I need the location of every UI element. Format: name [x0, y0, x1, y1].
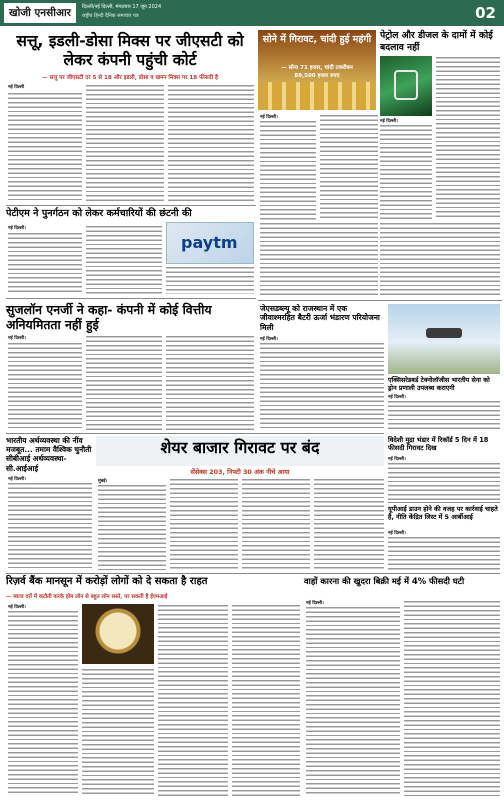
gold-banner [258, 30, 376, 110]
forex-byline: नई दिल्ली। [388, 457, 406, 462]
cars-headline: वाहों कारना की खुदरा बिक्री मई में 4% फीसदी घटी [304, 576, 465, 586]
gst-headline: सत्तू, इडली-डोसा मिक्स पर जीएसटी को लेकर कंपनी पहुंची कोर्ट [16, 32, 244, 69]
gold-body-col3 [260, 222, 378, 298]
paytm-byline: नई दिल्ली। [8, 226, 26, 231]
jsw-body [260, 342, 384, 430]
jsw-headline: जेएसडब्ल्यू को राजस्थान में एक जीवाश्मरहित बैटरी ऊर्जा भंडारण परियोजना मिली [260, 304, 380, 332]
paytm-logo: paytm [181, 233, 238, 252]
paytm-body-col3 [166, 266, 254, 294]
forex-headline: विदेशी मुद्रा भंडार में रिकॉर्ड 5 दिन में 18 फीसदी गिरावट दिख [388, 436, 489, 453]
economy-body [8, 482, 92, 570]
gold-byline: नई दिल्ली। [260, 115, 278, 120]
market-body-col2 [170, 478, 238, 570]
economy-byline: नई दिल्ली। [8, 477, 26, 482]
jsw-byline: नई दिल्ली। [260, 337, 278, 342]
drone-icon [426, 328, 462, 338]
suzlon-body-col2 [86, 335, 162, 430]
divider [6, 433, 384, 434]
petrol-body-col1 [380, 124, 432, 220]
drone-body [388, 400, 500, 430]
market-body-col3 [242, 478, 310, 570]
drone-byline: नई दिल्ली। [388, 395, 406, 400]
market-banner [96, 436, 384, 466]
rbi-byline: नई दिल्ली। [8, 605, 26, 610]
economy-headline: भारतीय अर्थव्यवस्था की नींव मजबूत... तमाम वैश्विक चुनौती सीबीआई अर्थव्यवस्था- सी.आईआई [6, 436, 92, 473]
masthead-dateline: दिल्ली/नई दिल्ली, मंगलवार 17 जून 2024 [82, 4, 162, 10]
upi-headline: यूपीआई डाउन होने की वजह पर कार्रवाई चाहते हैं, नीति केंद्रित लिस्ट में 5 आर्बीआई [388, 505, 498, 521]
petrol-image [380, 56, 432, 116]
gst-body-col3 [168, 84, 254, 202]
divider [6, 298, 256, 299]
gold-deck-line1: — सोना 71 हजार, चांदी तकरीबन [281, 65, 353, 71]
rbi-body-col2 [82, 668, 154, 796]
gold-body-col1 [260, 120, 316, 220]
masthead [0, 0, 504, 26]
market-byline: मुंबई। [98, 479, 108, 484]
rbi-headline: रिज़र्व बैंक मानसून में करोड़ों लोगों को दे सकता है राहत [6, 576, 208, 587]
suzlon-body-col1 [8, 342, 82, 430]
market-deck: सेंसेक्स 203, निफ्टी 30 अंक नीचे आया [190, 468, 290, 476]
market-headline: शेयर बाजार गिरावट पर बंद [160, 438, 320, 457]
masthead-logo: खोजी एनसीआर [4, 3, 76, 23]
petrol-body-col2 [436, 56, 500, 220]
paytm-body-col2 [86, 225, 162, 294]
drone-image [388, 304, 500, 374]
gst-byline: नई दिल्ली [8, 85, 25, 90]
divider [258, 300, 502, 301]
market-body-col1 [98, 484, 166, 570]
gold-deck-line2: 89,500 हजार रुपए [294, 73, 340, 79]
rbi-deck: — ब्याज दरों में कटौती करके होम लोन से बहुत लोन सस्ते, पर सकती है ईएमआई [6, 594, 168, 600]
gst-body-col2 [86, 84, 164, 202]
suzlon-headline: सुजलॉन एनर्जी ने कहा- कंपनी में कोई वित्तीय अनियमितता नहीं हुई [6, 302, 212, 332]
gst-deck: — सत्तू पर जीएसटी दर 5 से 18 और इडली, डोसा व खमन मिक्स पर 18 फीसदी है [42, 75, 218, 81]
cars-body-col2 [404, 600, 500, 796]
divider [6, 205, 256, 206]
upi-body [388, 536, 500, 570]
gold-image [258, 82, 376, 110]
divider [388, 502, 500, 503]
suzlon-byline: नई दिल्ली। [8, 336, 26, 341]
gold-headline: सोने में गिरावट, चांदी हुई महंगी [262, 34, 372, 45]
masthead-subline: राष्ट्रीय हिन्दी दैनिक समाचार पत्र [82, 13, 139, 19]
gst-body-col1 [8, 92, 82, 202]
rbi-image [82, 604, 154, 664]
fuel-nozzle-icon [394, 70, 418, 100]
page-number: 02 [475, 4, 496, 22]
paytm-headline: पेटीएम ने पुनर्गठन को लेकर कर्मचारियों की छंटनी की [6, 208, 192, 219]
forex-body [388, 462, 500, 500]
paytm-image [166, 222, 254, 264]
suzlon-body-col3 [166, 335, 254, 430]
market-body-col4 [314, 478, 384, 570]
rbi-body-col3 [158, 604, 228, 796]
upi-byline: नई दिल्ली। [388, 531, 406, 536]
gold-body-col2 [320, 114, 378, 220]
petrol-byline: नई दिल्ली। [380, 119, 398, 124]
cars-body-col1 [306, 606, 400, 796]
petrol-headline: पेट्रोल और डीजल के दामों में कोई बदलाव नहीं [380, 30, 493, 53]
cars-byline: नई दिल्ली। [306, 601, 324, 606]
drone-headline: एक्सिसरेडबर्ड टेक्नोलॉजीस भारतीय सेना को ड्रोन प्रणाली उपलब्ध कराएगी [388, 376, 490, 392]
divider [6, 573, 500, 574]
petrol-body-col3 [380, 222, 500, 298]
paytm-body-col1 [8, 232, 82, 294]
rbi-body-col4 [232, 604, 300, 796]
rbi-body-col1 [8, 610, 78, 796]
